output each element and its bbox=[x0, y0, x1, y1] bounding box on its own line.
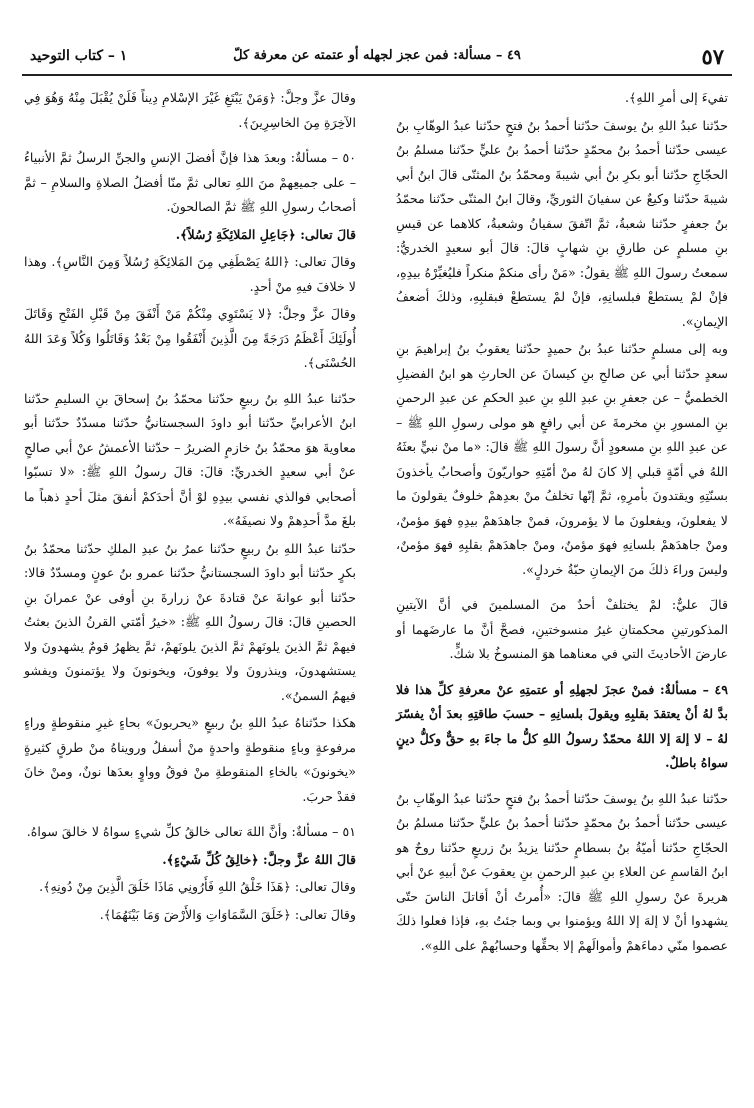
verse-paragraph: وقالَ تعالى: ﴿خَلَقَ السَّمَاوَاتِ وَالأَرْضَ وَمَا بَيْنَهُمَا﴾. bbox=[99, 906, 356, 922]
verse-paragraph: وقالَ تعالى: ﴿اللهُ يَصْطَفِي مِنَ المَلائِكَةِ رُسُلاً وَمِنَ النَّاسِ﴾. وهذا لا خلافَ فيهِ منْ أحدٍ. bbox=[24, 254, 356, 294]
hadith-paragraph: حدّثنا عبدُ اللهِ بنُ ربيعٍ حدّثنا محمّدُ بنُ إسحاقَ بنِ السليمِ حدّثنا ابنُ الأعرابيِّ حدّثنا أبو داودَ السجستانيُّ حدّثنا مسدّدٌ حدّثنا أبو معاويةَ هوَ محمّدُ بنُ خازمٍ الضريرُ – حدّثنا الأعمشُ عنْ أبي صالحٍ عنْ أبي سعيدٍ الخدريِّ: قالَ: قالَ رسولُ اللهِ ﷺ: «لا تسبّوا أصحابي فوالذي نفسي بيدِهِ لوْ أنَّ أحدَكمْ أنفقَ مثلَ أحدٍ ذهباً ما بلغَ مدَّ أحدِهمْ ولا نصيفَهُ». bbox=[24, 390, 356, 528]
header-rule bbox=[22, 74, 732, 76]
note-paragraph: هكذا حدّثناهُ عبدُ اللهِ بنُ ربيعٍ «يحربونَ» بحاءٍ غيرِ منقوطةٍ وراءٍ مرفوعةٍ وباءٍ منقوطةٍ واحدةٍ منْ أسفلُ ورويناهُ منْ طرقٍ كثيرةٍ «يخونونَ» بالخاءِ المنقوطةِ منْ فوقُ وواوٍ بعدَها نونٌ، ومنْ خانَ فقدْ حربَ. bbox=[24, 715, 356, 804]
hadith-paragraph: حدّثنا عبدُ اللهِ بنُ يوسفَ حدّثنا أحمدُ بنُ فتحٍ حدّثنا عبدُ الوهّابِ بنُ عيسى حدّثنا أحمدُ بنُ محمّدٍ حدّثنا أحمدُ بنُ عليٍّ حدّثنا مسلمُ بنُ الحجّاجِ حدّثنا أميّةُ بنُ بسطامٍ حدّثنا يزيدُ بنُ زريعٍ حدّثنا روحٌ هو ابنُ القاسمِ عن العلاءِ بنِ عبدِ الرحمنِ بنِ يعقوبَ عنْ أبيهِ عنْ أبي هريرةَ عنْ رسولِ اللهِ ﷺ قالَ: «أُمرتُ أنْ أقاتلَ الناسَ حتّى يشهدوا أنْ لا إلهَ إلا اللهُ ويؤمنوا بي وبما جئتُ بهِ، فإذا فعلوا ذلكَ عصموا منّي دماءَهمْ وأموالَهمْ إلا بحقِّها وحسابُهمْ على اللهِ». bbox=[396, 790, 728, 953]
page-header bbox=[22, 44, 732, 74]
verse-paragraph: قالَ اللهُ عزَّ وجلَّ: ﴿خالِقُ كُلِّ شَيْءٍ﴾. bbox=[162, 851, 356, 867]
running-title: ٤٩ – مسألة: فمن عجز لجهله أو عتمته عن معرفة كلّ bbox=[233, 48, 521, 63]
section-51: ٥١ – مسألةٌ: وأنَّ اللهَ تعالى خالقُ كلِّ شيءٍ سواهُ لا خالقَ سواهُ. bbox=[26, 824, 356, 839]
verse-paragraph: وقالَ تعالى: ﴿هَذَا خَلْقُ اللهِ فَأَرُونِي مَاذَا خَلَقَ الَّذِينَ مِنْ دُونِهِ﴾. bbox=[39, 879, 356, 894]
verse-end: تفيءَ إلى أمرِ اللهِ﴾. bbox=[625, 90, 728, 105]
page-number: ٥٧ bbox=[701, 44, 724, 69]
left-column bbox=[24, 86, 356, 930]
commentary-paragraph: قالَ عليٌّ: لمْ يختلفْ أحدٌ منَ المسلمينَ في أنَّ الآيتينِ المذكورتينِ محكمتانِ غيرُ منسوختينِ، فصحَّ أنَّ ما عارضَهما أو عارضَ الأحاديثَ التي في معناهما هوَ المنسوخُ بلا شكٍّ. bbox=[396, 597, 728, 661]
verse-paragraph: وقالَ عزَّ وجلَّ: ﴿وَمَنْ يَبْتَغِ غَيْرَ الإسْلامِ دِيناً فَلَنْ يُقْبَلَ مِنْهُ وَهُوَ فِي الآخِرَةِ مِنَ الخاسِرِينَ﴾. bbox=[24, 90, 356, 130]
section-49: ٤٩ – مسألةٌ: فمنْ عجزَ لجهلِهِ أو عتمتِهِ عنْ معرفةِ كلِّ هذا فلا بدَّ لهُ أنْ يعتقدَ بقلبِهِ ويقولَ بلسانِهِ – حسبَ طاقتِهِ بعدَ أنْ يفسّرَ لهُ – لا إلهَ إلا اللهُ محمّدٌ رسولُ اللهِ كلُّ ما جاءَ بهِ حقٌّ وكلُّ دينٍ سواهُ باطلٌ. bbox=[396, 681, 728, 770]
hadith-paragraph: حدّثنا عبدُ اللهِ بنُ يوسفَ حدّثنا أحمدُ بنُ فتحٍ حدّثنا عبدُ الوهّابِ بنُ عيسى حدّثنا أحمدُ بنُ محمّدٍ حدّثنا أحمدُ بنُ عليٍّ حدّثنا مسلمُ بنُ الحجّاجِ حدّثنا أبو بكرِ بنُ أبي شيبةَ ومحمّدُ بنُ المثنّى قالَ ابنُ أبي شيبةَ حدّثنا وكيعٌ عن سفيانَ الثوريِّ، وقالَ ابنُ المثنّى حدّثنا محمّدُ بنُ جعفرٍ حدّثنا شعبةُ، ثمَّ اتّفقَ سفيانُ وشعبةُ، كلاهما عن قيسِ بنِ مسلمٍ عن طارقِ بنِ شهابٍ قالَ: قالَ أبو سعيدٍ الخدريُّ: سمعتُ رسولَ اللهِ ﷺ يقولُ: «مَنْ رأى منكمْ منكراً فليُغيِّرْهُ بيدِهِ، فإنْ لمْ يستطعْ فبلسانِهِ، فإنْ لمْ يستطعْ فبقلبِهِ، وذلكَ أضعفُ الإيمانِ». bbox=[396, 117, 728, 329]
section-50: ٥٠ – مسألةٌ: وبعدَ هذا فإنَّ أفضلَ الإنسِ والجنِّ الرسلُ ثمَّ الأنبياءُ – على جميعِهمْ منَ اللهِ تعالى ثمَّ منّا أفضلُ الصلاةِ والسلامِ – ثمَّ أصحابُ رسولِ اللهِ ﷺ ثمَّ الصالحونَ. bbox=[24, 150, 356, 214]
book-title: ١ – كتاب التوحيد bbox=[30, 48, 128, 64]
hadith-paragraph: وبه إلى مسلمٍ حدّثنا عبدُ بنُ حميدٍ حدّثنا يعقوبُ بنُ إبراهيمَ بنِ سعدٍ حدّثنا أبي عن صالحِ بنِ كيسانَ عن الحارثِ هو ابنُ الفضيلِ الخطميُّ – عن جعفرِ بنِ عبدِ اللهِ بنِ عبدِ الحكمِ عن عبدِ الرحمنِ بنِ المسورِ بنِ مخرمةَ عن أبي رافعٍ هو مولى رسولِ اللهِ ﷺ – عن عبدِ اللهِ بنِ مسعودٍ أنَّ رسولَ اللهِ ﷺ قالَ: «ما منْ نبيٍّ بعثَهُ اللهُ في أمّةٍ قبلي إلا كانَ لهُ منْ أمّتِهِ حواريّونَ وأصحابٌ يأخذونَ بسنّتِهِ ويقتدونَ بأمرِهِ، ثمَّ إنّها تخلفُ منْ بعدِهمْ خلوفٌ يقولونَ ما لا يفعلونَ، ويفعلونَ ما لا يؤمرونَ، فمنْ جاهدَهمْ بيدِهِ فهوَ مؤمنٌ، ومنْ جاهدَهمْ بلسانِهِ فهوَ مؤمنٌ، ومنْ جاهدَهمْ بقلبِهِ فهوَ مؤمنٌ، وليسَ وراءَ ذلكَ منَ الإيمانِ حبّةُ خردلٍ». bbox=[396, 341, 728, 577]
verse-paragraph: وقالَ عزَّ وجلَّ: ﴿لا يَسْتَوِي مِنْكُمْ مَنْ أَنْفَقَ مِنْ قَبْلِ الفَتْحِ وَقَاتَلَ أُولَئِكَ أَعْظَمُ دَرَجَةً مِنَ الَّذِينَ أَنْفَقُوا مِنْ بَعْدُ وَقَاتَلُوا وَكُلاً وَعَدَ اللهُ الحُسْنَى﴾. bbox=[24, 306, 356, 370]
hadith-paragraph: حدّثنا عبدُ اللهِ بنُ ربيعٍ حدّثنا عمرُ بنُ عبدِ الملكِ حدّثنا محمّدُ بنُ بكرٍ حدّثنا أبو داودَ السجستانيُّ حدّثنا عمرو بنُ عونٍ ومسدّدٌ قالا: حدّثنا أبو عوانةَ عنْ قتادةَ عنْ زرارةَ بنِ أوفى عنْ عمرانَ بنِ الحصينِ قالَ: قالَ رسولُ اللهِ ﷺ: «خيرُ أمّتي القرنُ الذينَ بعثتُ فيهمْ ثمَّ الذينَ يلونَهمْ ثمَّ الذينَ يلونَهمْ، ثمَّ يظهرُ قومٌ يشهدونَ ولا يستشهدونَ، وينذرونَ ولا يوفونَ، ويخونونَ ولا يؤتمنونَ ويفشو فيهمُ السمنُ». bbox=[24, 540, 356, 703]
right-column bbox=[396, 86, 728, 961]
verse-paragraph: قالَ تعالى: ﴿جَاعِلِ المَلائِكَةِ رُسُلاً﴾. bbox=[175, 226, 356, 242]
